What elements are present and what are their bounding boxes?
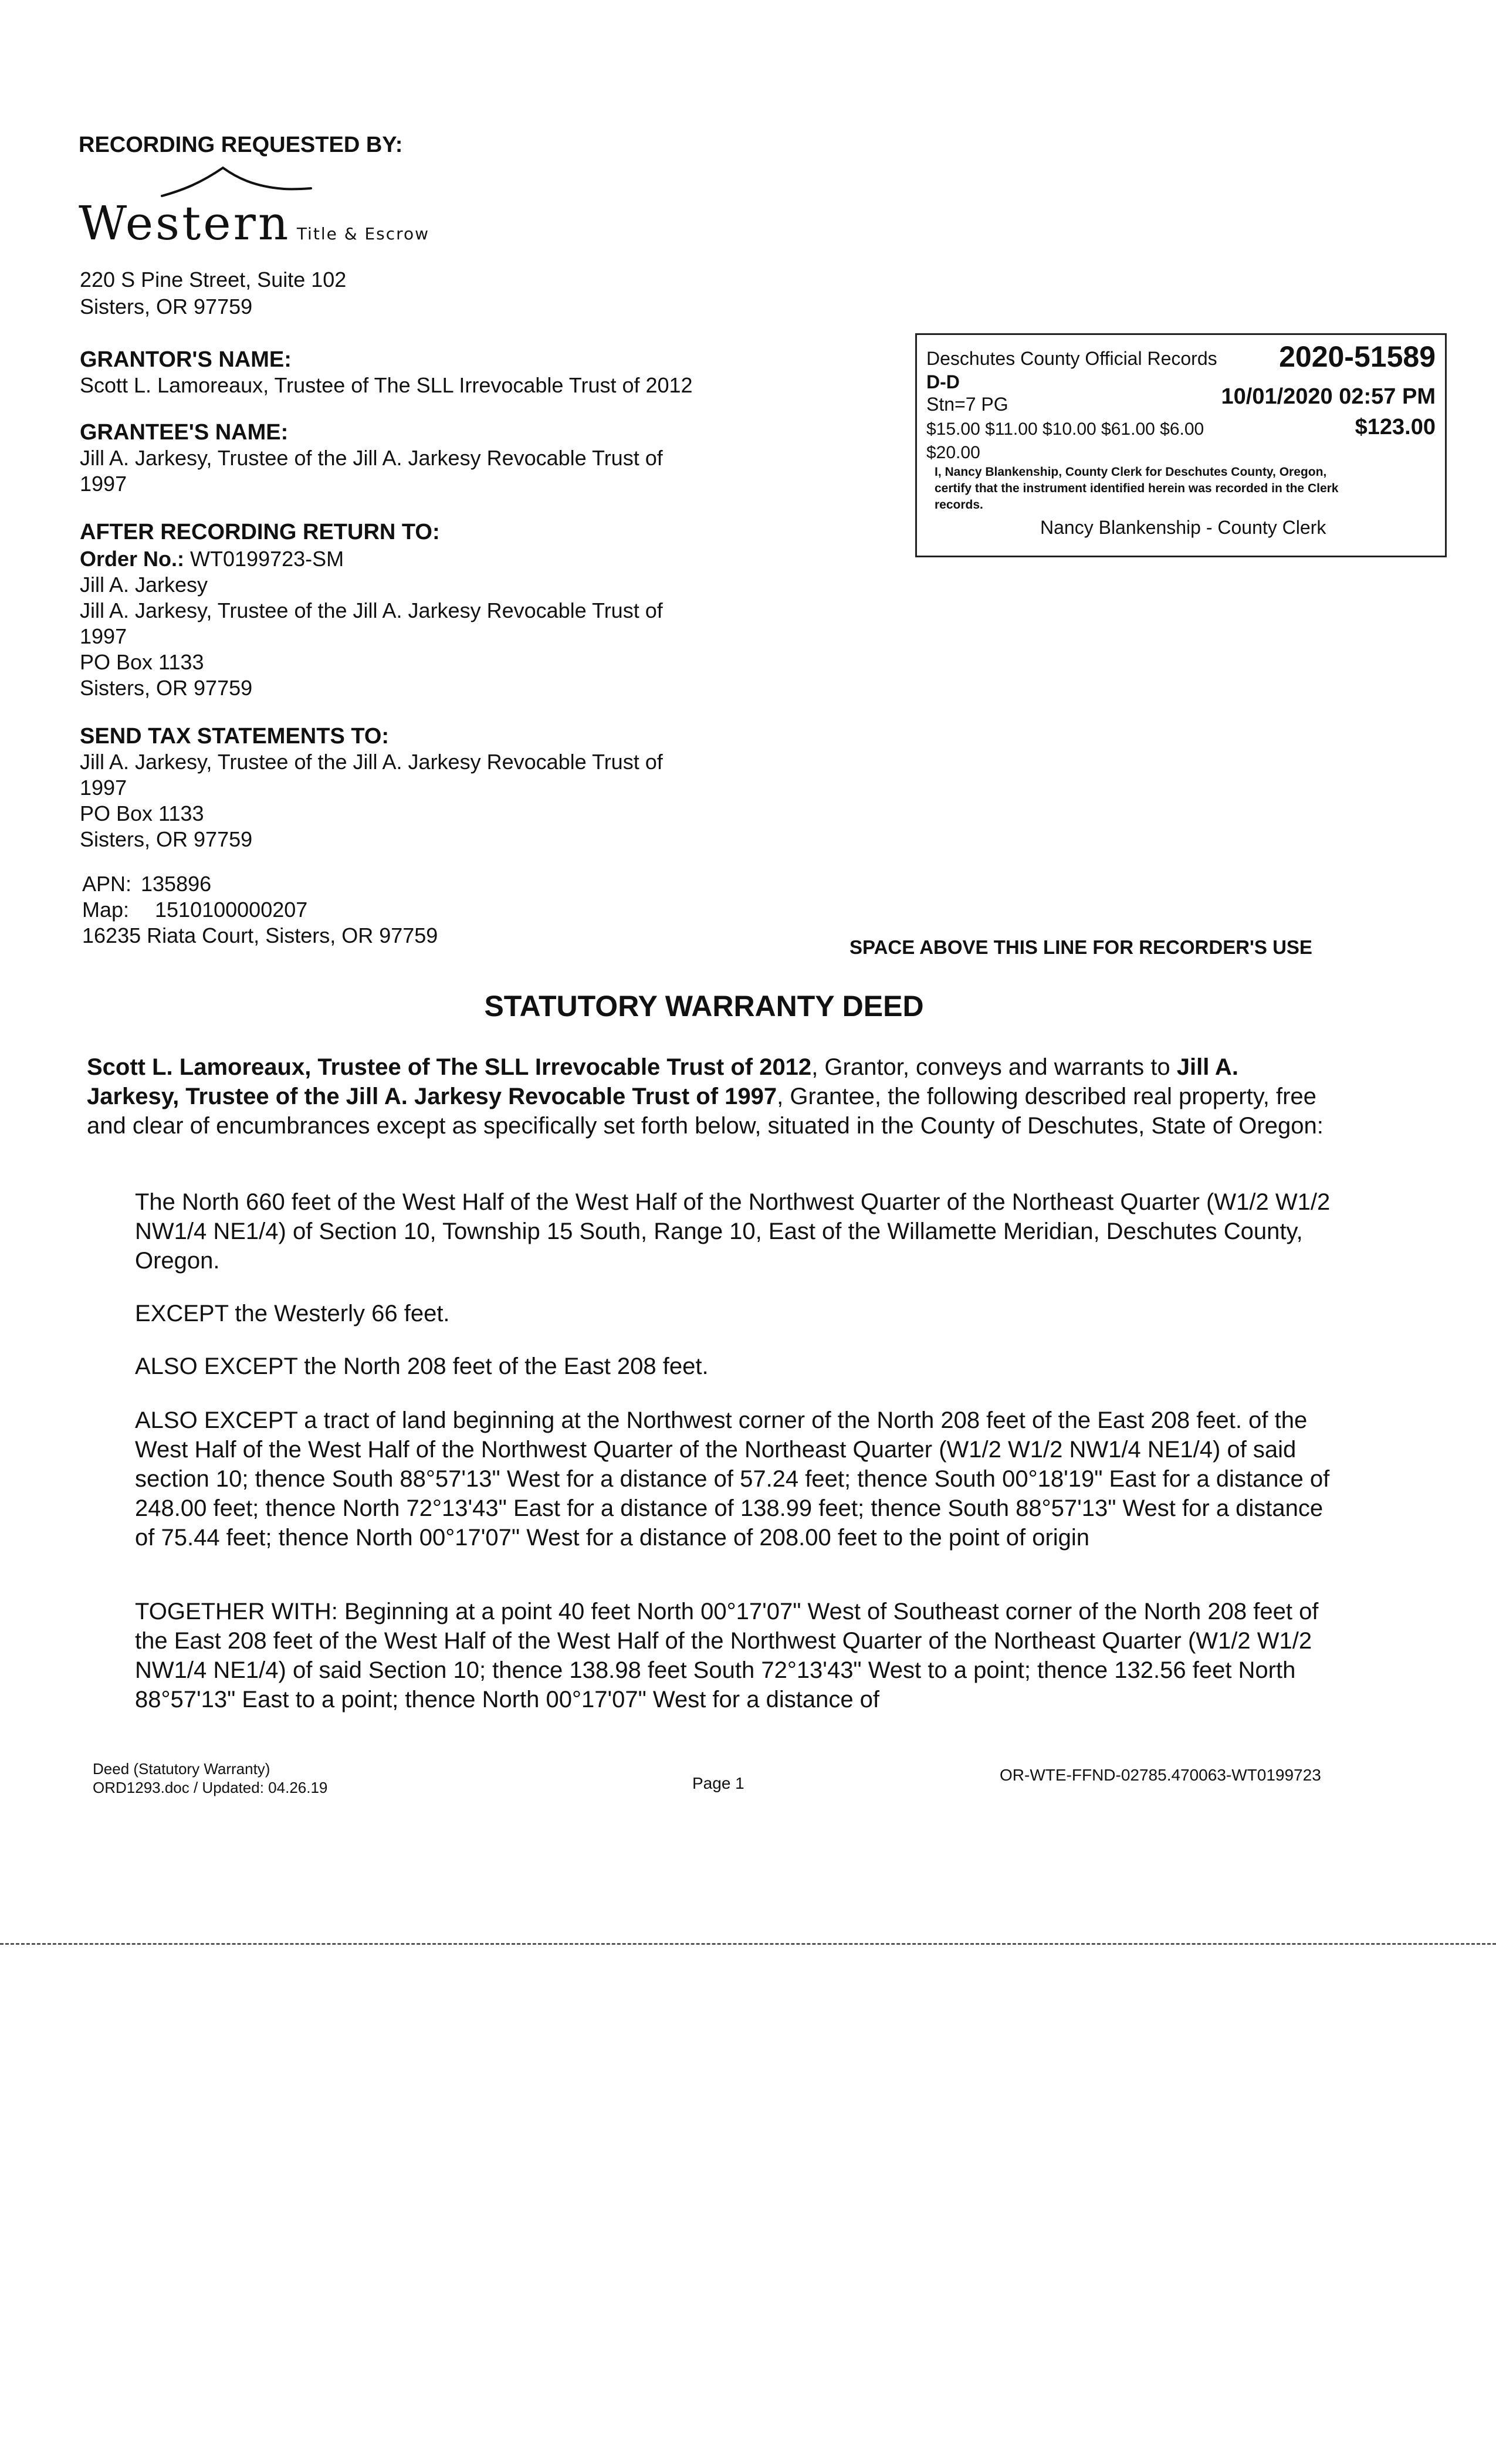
legal-description-p4: ALSO EXCEPT a tract of land beginning at the Northwest corner of the North 208 feet of the East 208 feet. of the West Half of the West Half of the Northwest Quarter of the Northeast Quarter (W1/2 W1/2 NW1/4 NE1/4) of said section 10; thence South 88°57'13" West for a distance of 57.24 feet; thence South 00°18'19" East for a distance of 248.00 feet; thence North 72°13'43" East for a distance of 138.99 feet; thence South 88°57'13" West for a distance of 75.44 feet; thence North 00°17'07" West for a distance of 208.00 feet to the point of origin: [135, 1407, 1330, 1551]
company-name: Western: [79, 196, 291, 251]
stamp-doc-number: 2020-51589: [1279, 340, 1436, 373]
order-number-label: Order No.:: [80, 547, 185, 571]
map-row: [82, 896, 307, 923]
stamp-fee-extra: $20.00: [926, 443, 980, 462]
return-to-line5: Sisters, OR 97759: [80, 676, 253, 700]
intro-mid: , Grantor, conveys and warrants to: [811, 1054, 1177, 1080]
tax-statements-line3: PO Box 1133: [80, 801, 204, 825]
return-to-line2: Jill A. Jarkesy, Trustee of the Jill A. Jarkesy Revocable Trust of: [80, 598, 663, 622]
property-address: 16235 Riata Court, Sisters, OR 97759: [82, 923, 438, 947]
intro-grantor: Scott L. Lamoreaux, Trustee of The SLL Irrevocable Trust of 2012: [87, 1054, 812, 1080]
footer-page-number: Page 1: [692, 1774, 744, 1792]
company-address-line2: Sisters, OR 97759: [80, 295, 253, 319]
deed-intro: [87, 1052, 1325, 1140]
order-number-value: WT0199723-SM: [190, 547, 344, 571]
stamp-office: Deschutes County Official Records: [926, 348, 1217, 369]
tax-statements-line4: Sisters, OR 97759: [80, 827, 253, 851]
footer-form-name: Deed (Statutory Warranty): [93, 1760, 270, 1778]
grantee-label: GRANTEE'S NAME:: [80, 420, 289, 445]
stamp-type: D-D: [926, 371, 960, 392]
stamp-cert-line2: certify that the instrument identified herein was recorded in the Clerk: [935, 482, 1339, 495]
legal-description-p1: The North 660 feet of the West Half of the West Half of the Northwest Quarter of the Northeast Quarter (W1/2 W1/2 NW1/4 NE1/4) of Section 10, Township 15 South, Range 10, East of the Willamette Meridian, Deschutes County, Oregon.: [135, 1189, 1331, 1274]
order-number: [80, 546, 344, 573]
grantor-name: Scott L. Lamoreaux, Trustee of The SLL Irrevocable Trust of 2012: [80, 373, 693, 397]
stamp-cert-line3: records.: [935, 498, 983, 512]
stamp-datetime: 10/01/2020 02:57 PM: [1221, 384, 1436, 409]
stamp-total: $123.00: [1355, 415, 1436, 439]
map-value: 1510100000207: [155, 898, 308, 922]
mountain-logo-icon: [160, 160, 312, 201]
apn-label: APN:: [82, 872, 132, 896]
company-address-line1: 220 S Pine Street, Suite 102: [80, 268, 347, 292]
grantee-name-line1: Jill A. Jarkesy, Trustee of the Jill A. Jarkesy Revocable Trust of: [80, 446, 663, 470]
footer-file-ref: OR-WTE-FFND-02785.470063-WT0199723: [1000, 1766, 1321, 1784]
stamp-clerk: Nancy Blankenship - County Clerk: [1040, 517, 1326, 538]
footer-form-file: ORD1293.doc / Updated: 04.26.19: [93, 1779, 328, 1796]
recording-requested-by-label: RECORDING REQUESTED BY:: [79, 133, 403, 157]
scan-edge-line: [0, 1943, 1496, 1945]
return-to-line1: Jill A. Jarkesy: [80, 573, 208, 597]
stamp-fees: $15.00 $11.00 $10.00 $61.00 $6.00: [926, 419, 1204, 439]
apn-row: [82, 871, 211, 898]
grantee-name-line2: 1997: [80, 472, 127, 496]
tax-statements-line2: 1997: [80, 776, 127, 800]
legal-description-p3: ALSO EXCEPT the North 208 feet of the East 208 feet.: [135, 1353, 709, 1379]
grantor-label: GRANTOR'S NAME:: [80, 347, 292, 372]
intro-end: , Grantee, the following described real property, free and clear of encumbrances except as specifically set forth below, situated in the County of Deschutes, State of Oregon:: [87, 1084, 1324, 1139]
return-to-line4: PO Box 1133: [80, 650, 204, 674]
legal-description-p5: TOGETHER WITH: Beginning at a point 40 feet North 00°17'07" West of Southeast corner of the North 208 feet of the East 208 feet of the West Half of the West Half of the Northwest Quarter of the Northeast Quarter (W1/2 W1/2 NW1/4 NE1/4) of said Section 10; thence 138.98 feet South 72°13'43" West to a point; thence 132.56 feet North 88°57'13" East to a point; thence North 00°17'07" West for a distance of: [135, 1599, 1319, 1712]
company-suffix: Title & Escrow: [296, 224, 430, 243]
tax-statements-line1: Jill A. Jarkesy, Trustee of the Jill A. Jarkesy Revocable Trust of: [80, 750, 663, 774]
legal-description-p2: EXCEPT the Westerly 66 feet.: [135, 1301, 450, 1326]
apn-value: 135896: [141, 872, 212, 896]
recorder-stamp: [915, 333, 1447, 557]
space-above-line-note: SPACE ABOVE THIS LINE FOR RECORDER'S USE: [849, 936, 1312, 958]
return-to-line3: 1997: [80, 624, 127, 648]
stamp-station: Stn=7 PG: [926, 394, 1008, 415]
intro-grantee: Jill A. Jarkesy, Trustee of the Jill A. Jarkesy Revocable Trust of 1997: [87, 1054, 1238, 1109]
stamp-cert-line1: I, Nancy Blankenship, County Clerk for Deschutes County, Oregon,: [935, 465, 1327, 479]
map-label: Map:: [82, 898, 130, 922]
deed-title: STATUTORY WARRANTY DEED: [484, 990, 924, 1023]
company-logo: [79, 196, 429, 251]
return-to-label: AFTER RECORDING RETURN TO:: [80, 520, 440, 544]
tax-statements-label: SEND TAX STATEMENTS TO:: [80, 724, 390, 749]
